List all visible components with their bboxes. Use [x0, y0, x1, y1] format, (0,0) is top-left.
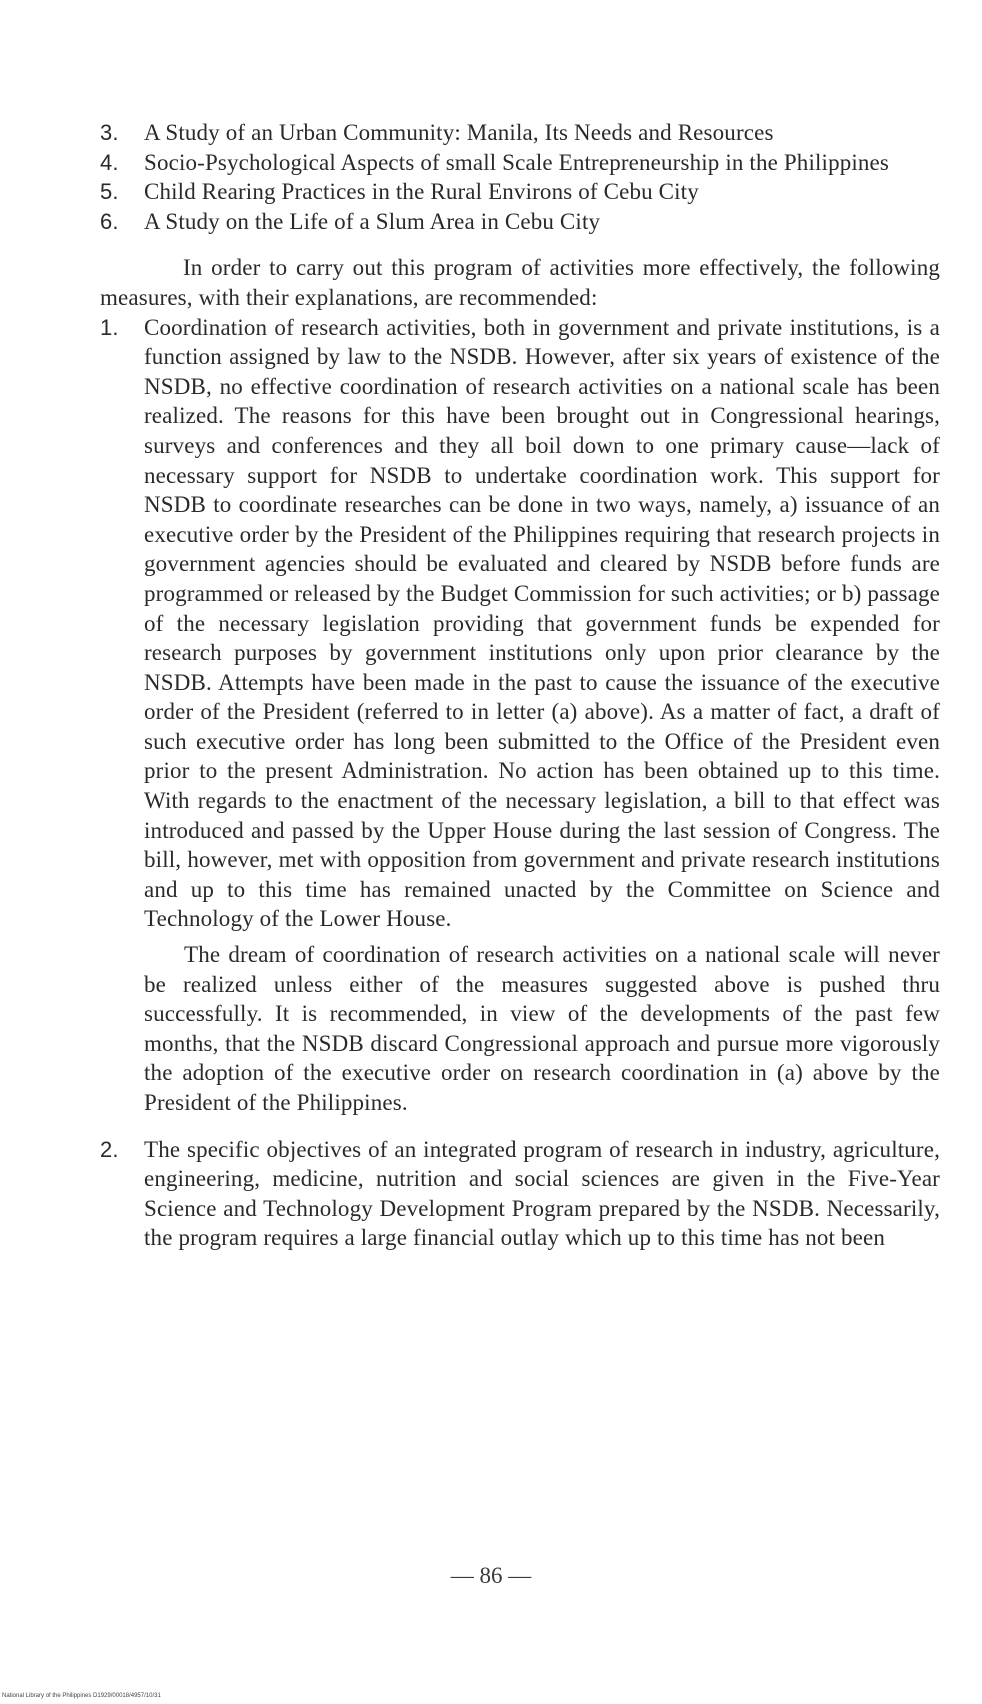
- study-list: [100, 118, 940, 236]
- list-item-text: A Study of an Urban Community: Manila, Its Needs and Resources: [144, 120, 774, 145]
- page-content: [100, 118, 940, 1253]
- list-item-number: 3.: [100, 120, 119, 145]
- recommendation-paragraph: The specific objectives of an integrated program of research in industry, agriculture, engineering, medicine, nutrition and social sciences are given in the Five-Year Science and Technology Development Program prepared by the NSDB. Necessarily, the program requires a large financial outlay which up to this time has not been: [144, 1136, 940, 1251]
- recommendation-list: [100, 313, 940, 1253]
- recommendation-item: [100, 313, 940, 1118]
- footer-credit: National Library of the Philippines D1929/00018/4957/10/31: [2, 1693, 161, 1699]
- list-item-text: Child Rearing Practices in the Rural Environs of Cebu City: [144, 179, 699, 205]
- recommendation-paragraph: Coordination of research activities, both in government and private institutions, is a function assigned by law to the NSDB. However, after six years of existence of the NSDB, no effective coordination of research activities on a national scale has been realized. The reasons for this have been brought out in Congressional hearings, surveys and conferences and they all boil down to one primary cause—lack of necessary support for NSDB to undertake coordination work. This support for NSDB to coordinate researches can be done in two ways, namely, a) issuance of an executive order by the President of the Philippines requiring that research projects in government agencies should be evaluated and cleared by NSDB before funds are programmed or released by the Budget Commission for such activities; or b) passage of the necessary legislation providing that government funds be expended for research purposes by government institutions only upon prior clearance by the NSDB. Attempts have been made in the past to cause the issuance of the executive order of the President (referred to in letter (a) above). As a matter of fact, a draft of such executive order has long been submitted to the Office of the President even prior to the present Administration. No action has been obtained up to this time. With regards to the enactment of the necessary legislation, a bill to that effect was introduced and passed by the Upper House during the last session of Congress. The bill, however, met with opposition from government and private research institutions and up to this time has remained unacted by the Committee on Science and Technology of the Lower House.: [144, 314, 940, 932]
- intro-paragraph: In order to carry out this program of activities more effectively, the following measures, with their explanations, are recommended:: [100, 255, 940, 310]
- list-item-text: A Study on the Life of a Slum Area in Cebu City: [144, 208, 601, 234]
- list-item: [100, 148, 940, 178]
- list-item: [100, 207, 940, 237]
- list-item-number: 6.: [100, 208, 119, 234]
- list-item-number: 5.: [100, 179, 119, 205]
- list-item: [100, 177, 940, 207]
- list-item-text: Socio-Psychological Aspects of small Scale Entrepreneurship in the Philippines: [144, 149, 890, 175]
- recommendation-number: 2.: [100, 1136, 119, 1162]
- recommendation-item: [100, 1135, 940, 1253]
- page-number: — 86 —: [450, 1563, 532, 1588]
- list-item-number: 4.: [100, 149, 119, 175]
- recommendation-number: 1.: [100, 314, 119, 340]
- recommendation-subparagraph: The dream of coordination of research activities on a national scale will never be realized unless either of the measures suggested above is pushed thru successfully. It is recommended, in view of the developments of the past few months, that the NSDB discard Congressional approach and pursue more vigorously the adoption of the executive order on research coordination in (a) above by the President of the Philippines.: [144, 942, 940, 1115]
- list-item: [100, 118, 940, 148]
